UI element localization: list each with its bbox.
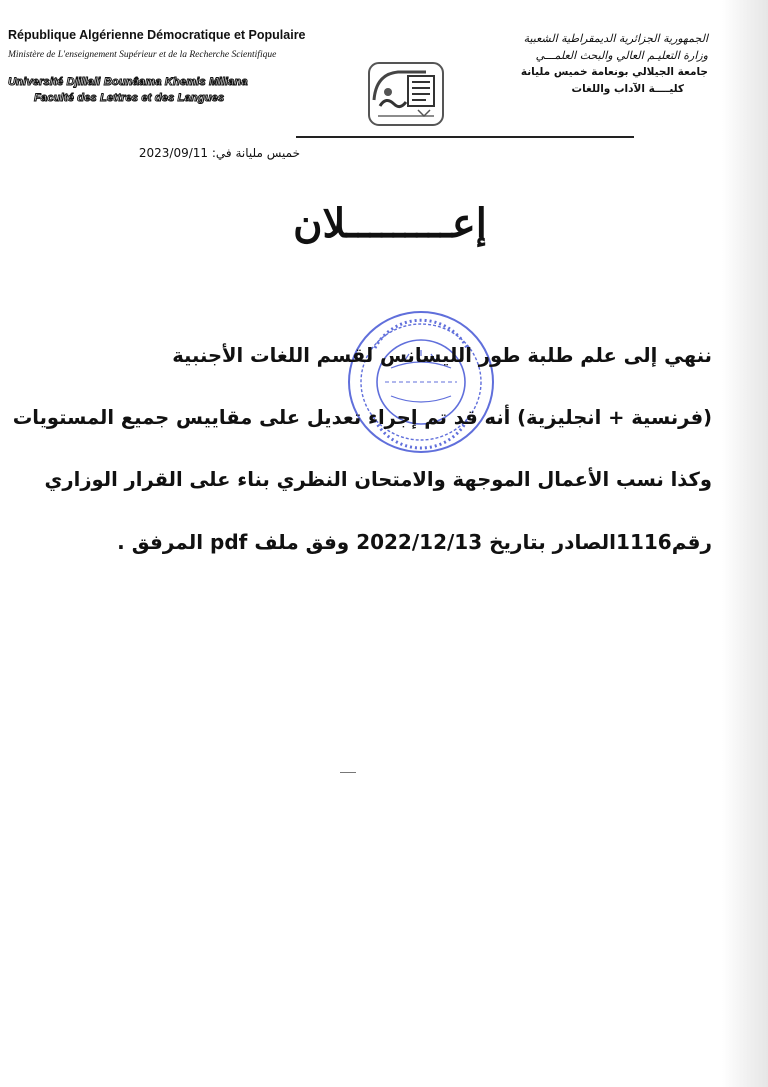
header-ar-republic: الجمهورية الجزائرية الديمقراطية الشعبية [523,32,708,45]
header-fr-republic: République Algérienne Démocratique et Populaire [8,28,306,42]
body-line-3: وكذا نسب الأعمال الموجهة والامتحان النظري بناء على القرار الوزاري [44,468,712,491]
header-ar-university: جامعة الجيلالي بونعامة خميس مليانة [520,66,708,78]
body-line-1: ننهي إلى علم طلبة طور الليسانس لقسم اللغات الأجنبية [172,344,712,367]
body-line-2: (فرنسية + انجليزية) أنه قد تم إجراء تعديل على مقاييس جميع المستويات [12,406,712,429]
header-ar-faculty: كليــــة الآداب واللغات [571,83,684,95]
header-divider [296,136,634,138]
header-fr-faculty: Faculté des Lettres et des Langues [34,92,225,104]
header-ar-ministry: وزارة التعليـم العالي والبحث العلمـــي [535,49,708,62]
university-logo-icon [368,62,444,126]
header-arabic [478,30,708,98]
body-line-4: رقم1116الصادر بتاريخ 2022/12/13 وفق ملف pdf المرفق . [117,530,712,554]
announcement-body [12,336,712,584]
announcement-title: إعـــــــــلان [293,200,487,247]
date-line: خميس مليانة في: 2023/09/11 [138,146,300,160]
header-french [8,28,358,104]
header-fr-ministry: Ministère de L'enseignement Supérieur et de la Recherche Scientifique [8,50,277,60]
header-fr-university: Université Djillali Bounâama Khemis Miliana [8,76,248,88]
scan-mark [340,772,356,773]
